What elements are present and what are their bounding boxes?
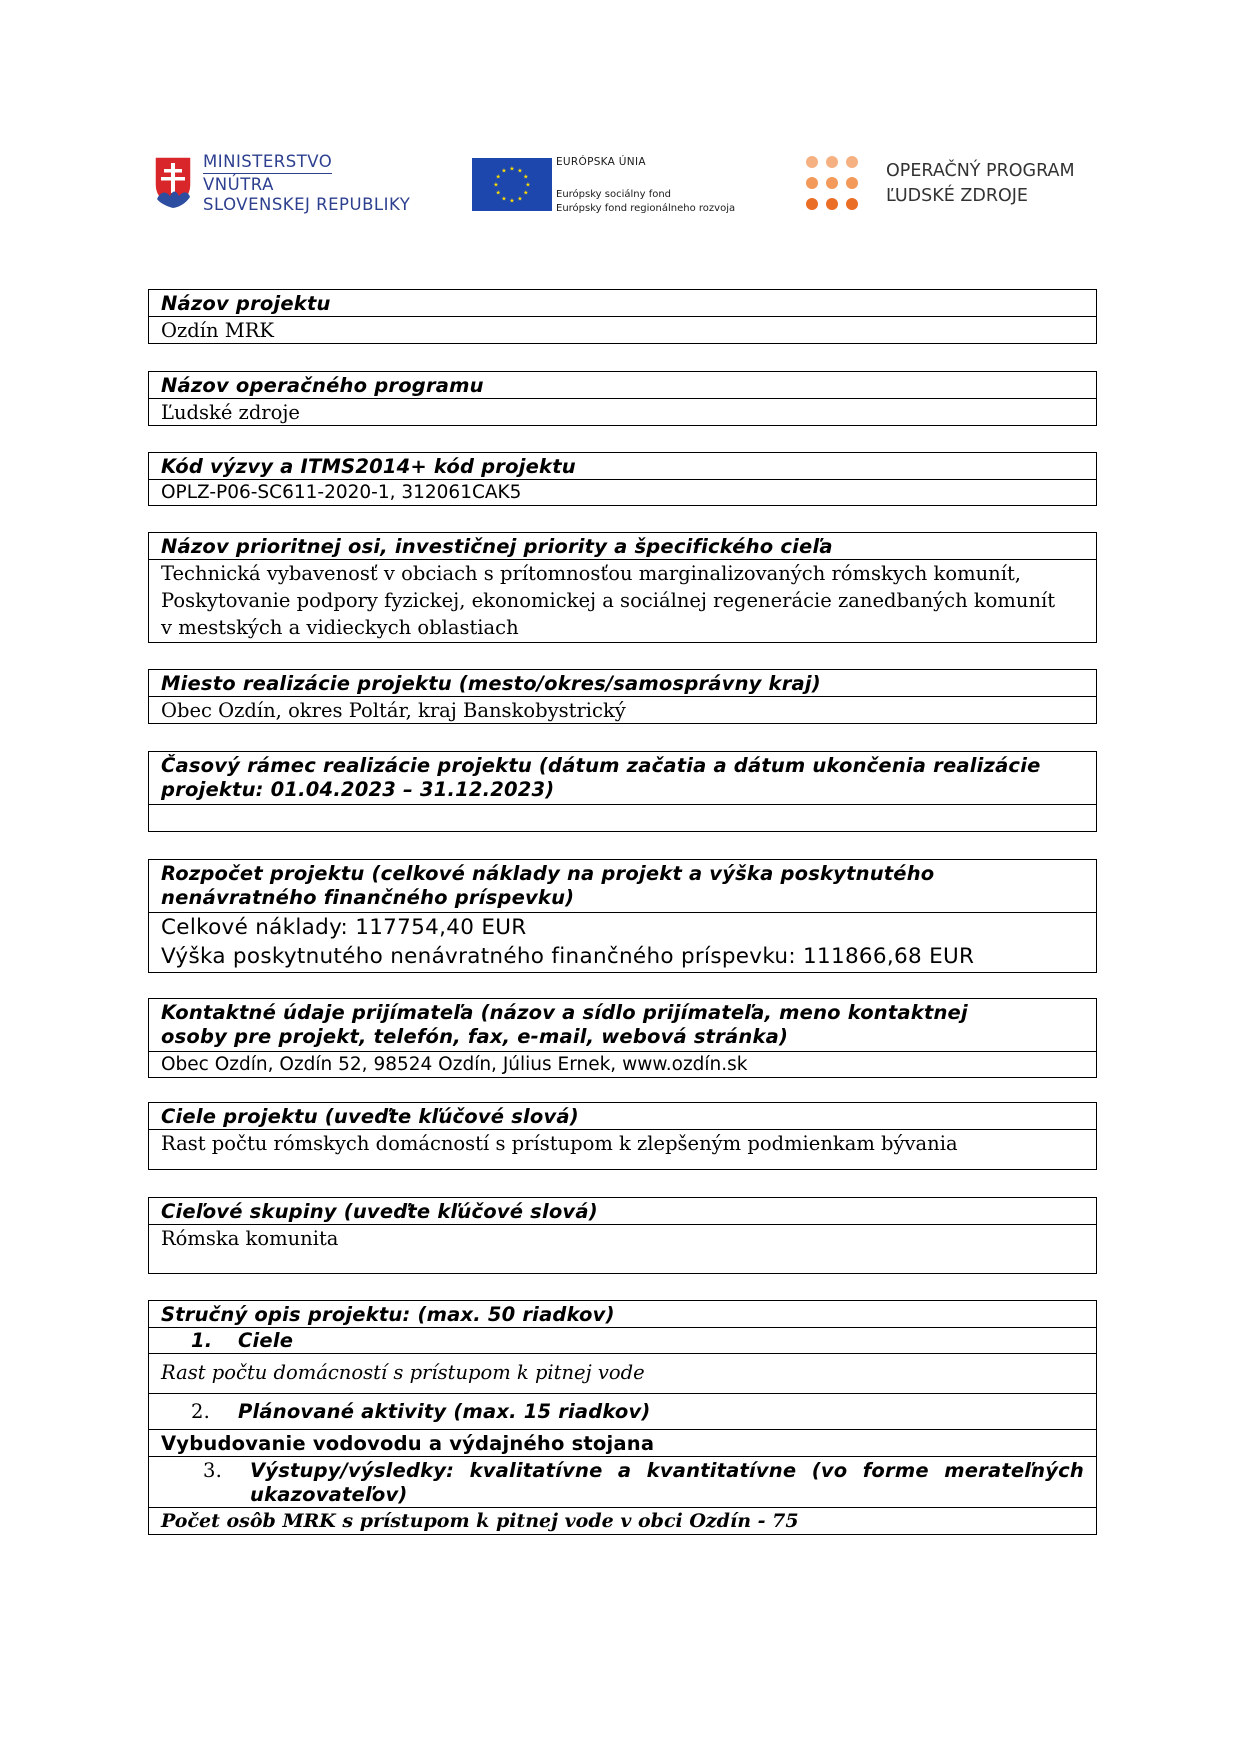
priority-axis-line1: Technická vybavenosť v obciach s prítomnosťou marginalizovaných rómskych komunít, (161, 562, 1021, 585)
timeframe-label (149, 752, 1096, 804)
eu-star: ★ (495, 173, 501, 181)
eu-star: ★ (493, 181, 499, 189)
call-code-label: Kód výzvy a ITMS2014+ kód projektu (161, 455, 576, 478)
operational-program-value: Ľudské zdroje (149, 398, 1096, 425)
timeframe-box (148, 751, 1097, 832)
operational-program-label: Názov operačného programu (161, 374, 484, 397)
ministry-line1: MINISTERSTVO (203, 152, 332, 174)
goals-label: Ciele projektu (uveďte kľúčové slová) (161, 1105, 579, 1128)
logo-header (0, 0, 1240, 240)
op-name (886, 159, 1075, 209)
project-name-label: Názov projektu (161, 292, 331, 315)
budget-box (148, 859, 1097, 973)
eu-star: ★ (525, 181, 531, 189)
location-value: Obec Ozdín, okres Poltár, kraj Banskobystrický (149, 696, 1096, 723)
project-name-value: Ozdín MRK (149, 316, 1096, 343)
description-item2 (149, 1393, 1096, 1429)
eu-logo (472, 155, 762, 215)
description-item3-first-line (203, 1459, 1084, 1483)
timeframe-label-line1: Časový rámec realizácie projektu (dátum začatia a dátum ukončenia realizácie (161, 754, 1041, 777)
target-groups-label: Cieľové skupiny (uveďte kľúčové slová) (161, 1200, 598, 1223)
contact-value: Obec Ozdín, Ozdín 52, 98524 Ozdín, Július Ernek, www.ozdín.sk (149, 1051, 1096, 1077)
op-logo (804, 154, 1104, 214)
op-line1: OPERAČNÝ PROGRAM (886, 161, 1075, 181)
priority-axis-value (149, 559, 1096, 642)
contact-label (149, 999, 1096, 1051)
description-item3-number: 3. (203, 1459, 223, 1482)
description-item1 (149, 1327, 1096, 1353)
ministry-line3: SLOVENSKEJ REPUBLIKY (203, 195, 411, 214)
budget-total-costs: Celkové náklady: 117754,40 EUR (161, 915, 527, 940)
priority-axis-box (148, 532, 1097, 643)
priority-axis-line2: Poskytovanie podpory fyzickej, ekonomickej a sociálnej regenerácie zanedbaných komunít (161, 589, 1056, 612)
description-item3 (149, 1456, 1096, 1507)
contact-box (148, 998, 1097, 1078)
operational-program-box (148, 371, 1097, 426)
budget-grant-amount: Výška poskytnutého nenávratného finančného príspevku: 111866,68 EUR (161, 944, 975, 969)
budget-label (149, 860, 1096, 912)
ministry-logo (153, 152, 413, 222)
budget-label-line2: nenávratného finančného príspevku) (161, 886, 575, 909)
description-item2-label: Plánované aktivity (max. 15 riadkov) (238, 1400, 651, 1423)
contact-label-line2: osoby pre projekt, telefón, fax, e-mail, webová stránka) (161, 1025, 789, 1048)
timeframe-label-line2: projektu: 01.04.2023 – 31.12.2023) (161, 778, 555, 801)
goals-box (148, 1102, 1097, 1170)
goals-value: Rast počtu rómskych domácností s prístupom k zlepšeným podmienkam bývania (149, 1129, 1096, 1169)
priority-axis-line3: v mestských a vidieckych oblastiach (161, 616, 519, 639)
description-item3-label-line2: ukazovateľov) (250, 1483, 408, 1506)
eu-star: ★ (517, 167, 523, 175)
ministry-name (203, 152, 410, 215)
priority-axis-label: Názov prioritnej osi, investičnej priority a špecifického cieľa (161, 535, 833, 558)
eu-title: EURÓPSKA ÚNIA (556, 156, 646, 168)
eu-funds (556, 188, 735, 216)
call-code-value: OPLZ-P06-SC611-2020-1, 312061CAK5 (149, 479, 1096, 505)
eu-star: ★ (501, 195, 507, 203)
eu-star: ★ (509, 165, 515, 173)
description-item3-label-line1: Výstupy/výsledky: kvalitatívne a kvantitatívne (vo forme merateľných (250, 1459, 1084, 1482)
target-groups-box (148, 1197, 1097, 1274)
budget-label-line1: Rozpočet projektu (celkové náklady na projekt a výška poskytnutého (161, 862, 935, 885)
description-label: Stručný opis projektu: (max. 50 riadkov) (161, 1303, 615, 1326)
contact-label-line1: Kontaktné údaje prijímateľa (názov a sídlo prijímateľa, meno kontaktnej (161, 1001, 968, 1024)
budget-value (149, 912, 1096, 972)
eu-fund-2: Európsky fond regionálneho rozvoja (556, 203, 736, 214)
description-item3-value: Počet osôb MRK s prístupom k pitnej vode v obci Ozdín - 75 (149, 1507, 1096, 1534)
project-name-box (148, 289, 1097, 344)
eu-star: ★ (509, 197, 515, 205)
eu-star: ★ (523, 173, 529, 181)
eu-star: ★ (517, 195, 523, 203)
description-item1-value: Rast počtu domácností s prístupom k pitnej vode (149, 1353, 1096, 1393)
op-line2: ĽUDSKÉ ZDROJE (886, 186, 1028, 206)
eu-flag-icon (472, 158, 552, 211)
timeframe-value (149, 804, 1096, 831)
orange-dots-icon (804, 154, 864, 214)
target-groups-value: Rómska komunita (149, 1224, 1096, 1273)
eu-star: ★ (495, 189, 501, 197)
description-box (148, 1300, 1097, 1535)
description-item1-label: Ciele (238, 1329, 294, 1352)
eu-fund-1: Európsky sociálny fond (556, 189, 672, 200)
eu-star: ★ (523, 189, 529, 197)
ministry-line2: VNÚTRA (203, 175, 274, 194)
description-item1-number: 1. (191, 1329, 213, 1352)
slovak-coat-of-arms-icon (153, 155, 193, 209)
eu-star: ★ (501, 167, 507, 175)
location-box (148, 669, 1097, 724)
description-item2-value: Vybudovanie vodovodu a výdajného stojana (149, 1429, 1096, 1456)
call-code-box (148, 452, 1097, 506)
location-label: Miesto realizácie projektu (mesto/okres/samosprávny kraj) (161, 672, 821, 695)
description-item2-number: 2. (191, 1400, 211, 1423)
